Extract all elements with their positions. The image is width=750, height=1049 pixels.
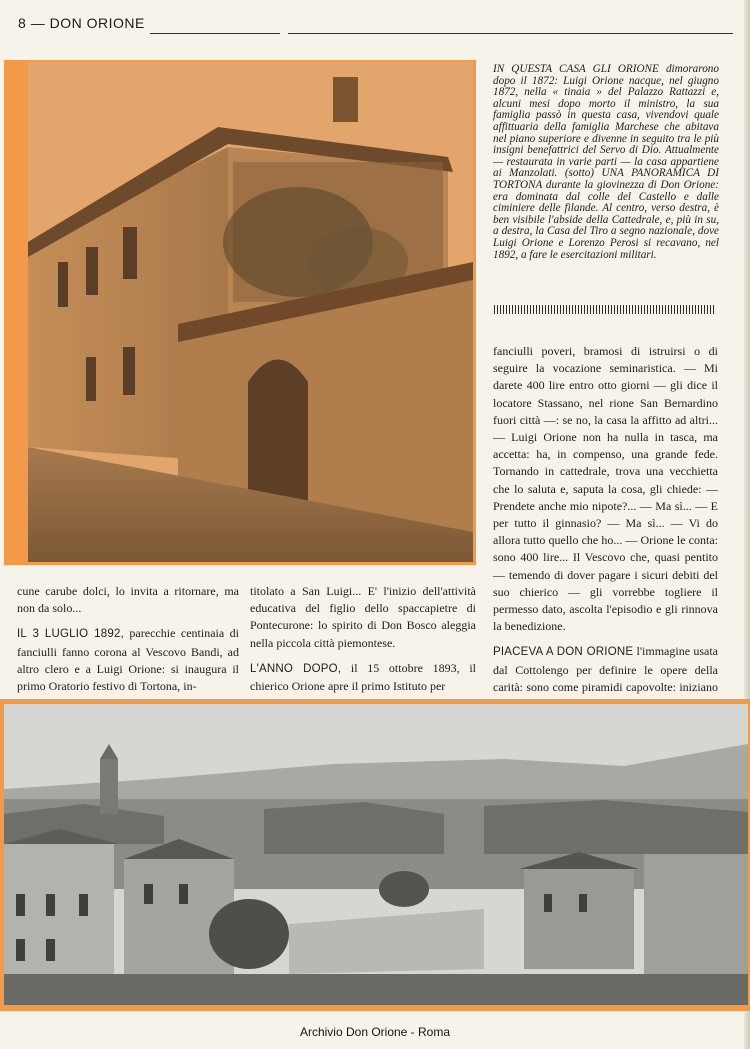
paragraph-body: l'immagine usata dal Cottolengo per definire le opere della carità: sono come piramidi capovolte: iniziano <box>493 644 718 694</box>
paragraph: titolato a San Luigi... E' l'inizio dell'attività educativa del figlio dello spaccapietre di Pontecurone: lo spirito di Don Bosco aleggia nella piccola città piemontese. <box>250 584 476 650</box>
paragraph-lead: IL 3 LUGLIO 1892, <box>17 628 124 641</box>
paragraph-body: il 15 ottobre 1893, il chierico Orione apre il primo Istituto per <box>250 660 476 694</box>
header-rule-left <box>150 33 280 34</box>
archive-footer: Archivio Don Orione - Roma <box>299 1025 451 1039</box>
paragraph <box>250 660 476 695</box>
running-title: DON ORIONE <box>49 15 145 31</box>
paragraph-lead: PIACEVA A DON ORIONE <box>493 646 634 659</box>
page-number: 8 <box>18 15 27 31</box>
text-column-3 <box>493 343 718 738</box>
paragraph: fanciulli poveri, bramosi di istruirsi o di seguire la vocazione seminaristica. — Mi darete 400 lire entro otto giorni — gli dice il locatore Stassano, nel rione San Bernardino fuori città —: se no, la casa la affitto ad altri... — Luigi Orione non ha nulla in tasca, ma accetta: ha, in compenso, una grande fede. Tornando in cattedrale, trova una vecchietta che lo saluta e, saputa la cosa, gli chiede: — Prendete anche mio nipote?... — Ma sì... — E per tutto il ginnasio? — Ma sì... — Vi do allora tutto quello che ho... — Orione le conta: sono 400 lire... Il Vescovo che, quasi pentito — temendo di dover pagare i sicuri debiti del suo chierico — gli vorrebbe togliere il permesso dato, ascolta l'episodio e gli rinnova la benedizione. <box>493 344 718 634</box>
paragraph-lead: L'ANNO DOPO, <box>250 662 342 675</box>
section-divider <box>494 305 714 314</box>
paragraph <box>17 625 239 695</box>
paragraph: cune carube dolci, lo invita a ritornare, ma non da solo... <box>17 584 239 616</box>
text-column-1 <box>17 583 239 703</box>
paragraph-body: parecchie centinaia di fanciulli fanno corona al Vescovo Bandi, ad altro clero e a Luigi Orione: si inaugura il primo Oratorio festivo di Tortona, in- <box>17 626 239 694</box>
photo-tortona-panorama <box>4 704 748 1005</box>
header-separator: — <box>30 15 46 31</box>
panorama-illustration <box>4 704 748 1005</box>
photo-orione-house <box>28 62 473 562</box>
text-column-2 <box>250 583 476 703</box>
photo-caption: IN QUESTA CASA GLI ORIONE dimorarono dopo il 1872: Luigi Orione nacque, nel giugno 1872, nella « tinaia » del Palazzo Rattazzi e, alcuni mesi dopo morto il ministro, la sua famiglia passò in questa casa, vivendovi quale affittuaria della famiglia Marchese che abitava nel piano superiore e divenne in seguito tra le più insigni benefattrici del Servo di Dio. Attualmente — restaurata in varie parti — la casa appartiene ai Manzolati. (sotto) UNA PANORAMICA DI TORTONA durante la giovinezza di Don Orione: era dominata dal colle del Castello e dalle ciminiere delle filande. Al centro, verso destra, è ben visibile l'abside della Cattedrale, e, più in su, a destra, la Casa del Tiro a segno nazionale, dove Luigi Orione e Lorenzo Perosi si recavano, nel 1892, a fare le esercitazioni militari. <box>493 63 719 261</box>
house-illustration <box>28 62 473 562</box>
header-rule-right <box>288 33 733 34</box>
running-header <box>18 15 145 31</box>
